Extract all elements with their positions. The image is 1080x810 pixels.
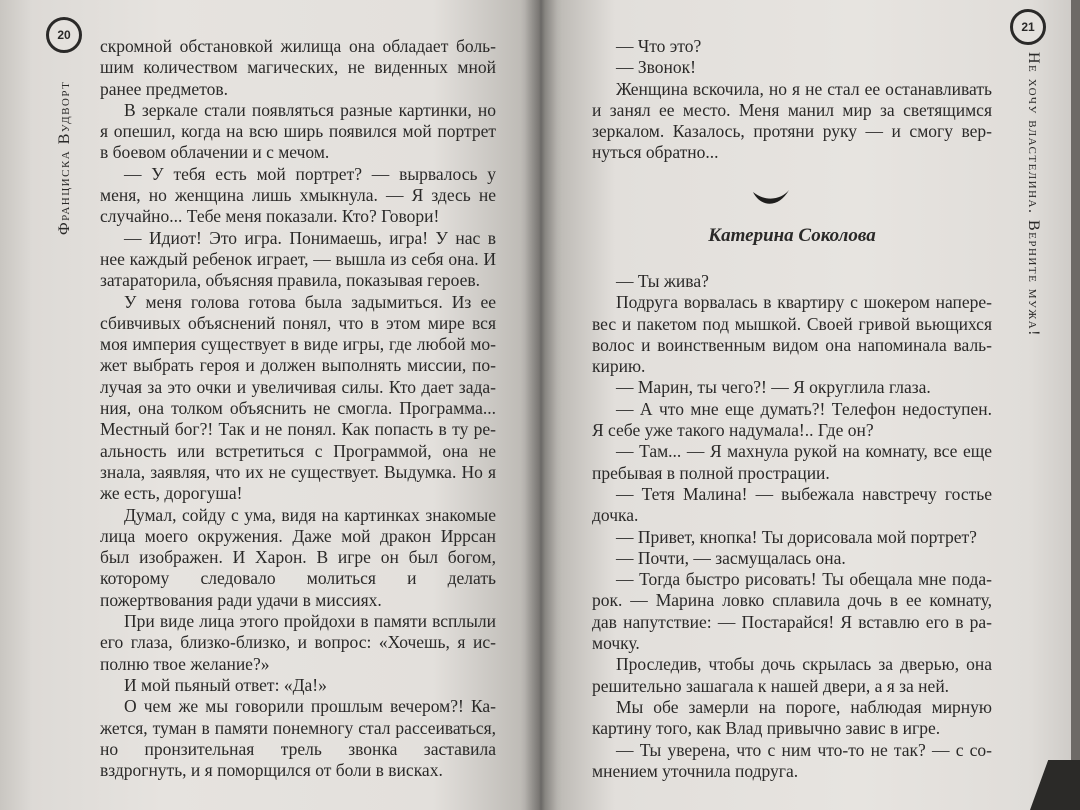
running-head-author: Франциска Вудворт	[56, 80, 73, 235]
paragraph: — Звонок!	[616, 57, 696, 78]
paragraph: Женщина вскочила, но я не стал ее останавливать и занял ее место. Меня манил мир за светящимся зеркалом. Казалось, протяни руку — и смогу вернуться обратно...	[592, 78, 992, 163]
page-number-left: 20	[46, 17, 82, 53]
paragraph: И мой пьяный ответ: «Да!»	[124, 674, 327, 695]
paragraph: О чем же мы говорили прошлым вечером?! Кажется, туман в памяти понемногу стал рассеиваться, но пронзительная трель звонка заставила вздрогнуть, и я поморщился от боли в висках.	[100, 696, 496, 781]
paragraph: Проследив, чтобы дочь скрылась за дверью, она решительно зашагала к нашей двери, а я за ней.	[592, 654, 992, 696]
paragraph: — А что мне еще думать?! Телефон недоступен. Я себе уже такого надумала!.. Где он?	[592, 398, 992, 441]
paragraph: — Привет, кнопка! Ты дорисовала мой портрет?	[616, 526, 977, 547]
paragraph: — Ты уверена, что с ним что-то не так? — с сомнением уточнила подруга.	[592, 739, 992, 781]
paragraph: При виде лица этого пройдохи в памяти всплыли его глаза, близко-близко, и вопрос: «Хочешь, я исполню твое желание?»	[100, 611, 496, 674]
paragraph: Мы обе замерли на пороге, наблюдая мирную картину того, как Влад привычно завис в игре.	[592, 696, 992, 739]
paragraph: — Ты жива?	[616, 271, 709, 291]
page-number-right: 21	[1010, 9, 1046, 45]
feather-icon	[751, 186, 791, 210]
paragraph: — Почти, — засмущалась она.	[616, 547, 846, 568]
paragraph: У меня голова готова была задымиться. Из ее сбивчивых объяснений понял, что в этом мире вся моя империя существует в виде игры, где любой может выбрать героя и должен выполнять миссии, получая за это очки и увеличивая силы. Кто дает задания, она толком объяснить не смогла. Программа... Местный бог?! Так и не понял. Как попасть в ту реальность или встретиться с Программой, она не знала, заявляя, что их не существует. Выдумка. Но я же есть, дорогуша!	[100, 291, 496, 504]
paragraph: — Идиот! Это игра. Понимаешь, игра! У нас в нее каждый ребенок играет, — вышла из себя она. И затараторила, объясняя правила, показывая героев.	[100, 227, 496, 291]
section-heading: Катерина Соколова	[708, 225, 876, 246]
paragraph: — Марин, ты чего?! — Я округлила глаза.	[616, 377, 931, 398]
paragraph: скромной обстановкой жилища она обладает большим количеством магических, не виденных мной ранее предметов.	[100, 36, 496, 99]
paragraph: — У тебя есть мой портрет? — вырвалось у меня, но женщина лишь хмыкнула. — Я здесь не случайно... Тебе меня показали. Кто? Говори!	[100, 163, 496, 227]
paragraph: В зеркале стали появляться разные картинки, но я опешил, когда на всю ширь появился мой портрет в боевом облачении и с мечом.	[100, 99, 496, 163]
gutter-shadow	[520, 0, 562, 810]
paragraph: — Что это?	[616, 36, 702, 56]
right-page-text-top	[592, 36, 992, 164]
paragraph: — Там... — Я махнула рукой на комнату, все еще пребывая в полной прострации.	[592, 441, 992, 483]
paragraph: Подруга ворвалась в квартиру с шокером наперевес и пакетом под мышкой. Своей гривой вьющихся волос и воинственным видом она напоминала валькирию.	[592, 292, 992, 377]
running-head-title: Не хочу властелина. Верните мужа!	[1025, 52, 1042, 337]
right-page-text-bottom	[592, 271, 992, 782]
left-page-text	[100, 36, 496, 781]
paragraph: — Тетя Малина! — выбежала навстречу гостье дочка.	[592, 483, 992, 526]
paragraph: — Тогда быстро рисовать! Ты обещала мне подарок. — Марина ловко сплавила дочь в ее комнату, дав напутствие: — Постарайся! Я вставлю его в рамочку.	[592, 569, 992, 654]
paragraph: Думал, сойду с ума, видя на картинках знакомые лица моего окружения. Даже мой дракон Иррсан был изображен. И Харон. В игре он был богом, которому следовало молиться и делать пожертвования ради удачи в миссиях.	[100, 504, 496, 610]
